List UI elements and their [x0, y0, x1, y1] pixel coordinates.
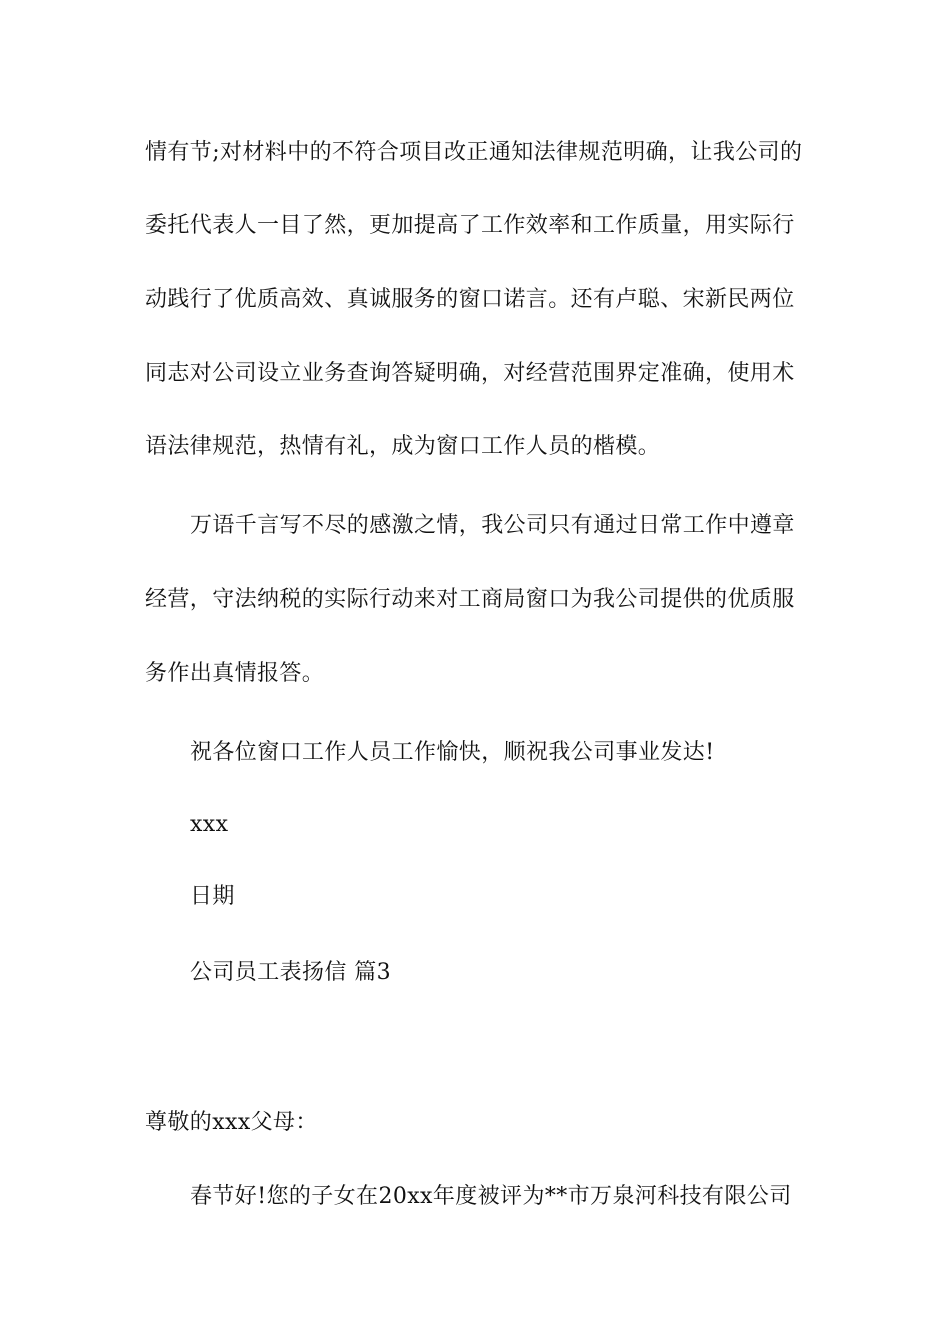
text-line: 务作出真情报答。: [145, 661, 325, 686]
text-line: 委托代表人一目了然，更加提高了工作效率和工作质量，用实际行: [145, 213, 795, 238]
section-title: 公司员工表扬信 篇3: [190, 960, 391, 985]
text-line: 春节好!您的子女在20xx年度被评为**市万泉河科技有限公司: [190, 1184, 792, 1209]
text-line: 语法律规范，热情有礼，成为窗口工作人员的楷模。: [145, 434, 661, 459]
salutation: 尊敬的xxx父母：: [145, 1110, 318, 1135]
wish-line: 祝各位窗口工作人员工作愉快，顺祝我公司事业发达!: [190, 740, 715, 765]
signature: xxx: [190, 812, 229, 837]
text-line: 万语千言写不尽的感激之情，我公司只有通过日常工作中遵章: [190, 513, 795, 538]
text-line: 经营，守法纳税的实际行动来对工商局窗口为我公司提供的优质服: [145, 587, 795, 612]
date-line: 日期: [190, 884, 235, 909]
text-line: 同志对公司设立业务查询答疑明确，对经营范围界定准确，使用术: [145, 361, 795, 386]
text-line: 情有节;对材料中的不符合项目改正通知法律规范明确，让我公司的: [145, 140, 803, 165]
text-line: 动践行了优质高效、真诚服务的窗口诺言。还有卢聪、宋新民两位: [145, 287, 795, 312]
